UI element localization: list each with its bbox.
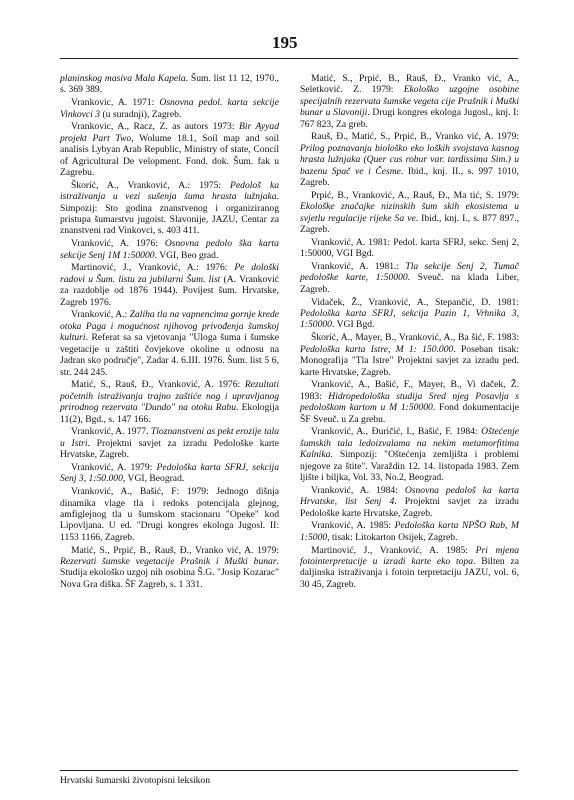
bibliography-column-left xyxy=(60,73,279,592)
entry-title: Rezervati šumske vegetacije Prašnik i Muški bunar xyxy=(60,555,277,567)
bibliography-entry xyxy=(300,545,519,591)
entry-text: . Ekologija 11(2), Bgd., s. 147 166. xyxy=(60,402,279,425)
entry-title: Pedološka karta SFRJ, sekcija Senj 3, 1:50.000 xyxy=(60,461,279,485)
entry-text: . VGI, Beo grad. xyxy=(154,249,219,261)
bibliography-entry xyxy=(300,190,519,236)
entry-title: Hidropedološka studija Sred njeg Posavlja s pedološkom kartom u M 1:50000 xyxy=(300,390,519,414)
entry-title: planinskog masiva Mala Kapela xyxy=(60,73,186,84)
entry-text: Martinović, J., Vranković, A. 1985: xyxy=(311,544,476,556)
entry-text: . Referat sa sa vjetovanja "Uloga šuma i šumske vegetacije u zaštiti čovjekove okoline u odnosu na Jadran sko područje", Zadar 4. 6.III. 1976. Šum. list 5 6, str. 244 245. xyxy=(60,332,279,378)
entry-text: Vrankovic, A., Racz, Z. as autors 1973: xyxy=(71,121,239,133)
entry-text: Škorić, A., Mayer, B., Vranković, A., Ba šić, F. 1983: xyxy=(311,332,519,344)
entry-text: (u suradnji), Zagreb. xyxy=(100,108,182,120)
bibliography-entry xyxy=(60,426,279,460)
bibliography-entry xyxy=(300,261,519,295)
bibliography-entry xyxy=(60,262,279,308)
entry-title: Prilog poznavanju biološko eko loških svojstava kasnog hrasta lužnjaka (Quer cus robur var. tardissima Sim.) u bazenu Spač ve i Česme xyxy=(300,142,519,177)
bibliography-entry xyxy=(60,121,279,178)
entry-text: Matić, S., Prpić, B., Rauš, Đ., Vranko vić, A., Seletković. Z. 1979: xyxy=(300,73,519,96)
entry-title: Pedološka karta NPŠO Rab, M 1:5000 xyxy=(300,520,519,543)
entry-text: Vranković, A., Bašić, F: 1979: Jednogo dišnja dinamika vlage tla i redoks potencijala glejnog, amfiglejnog tla u šumskom stacionaru "Opeke" kod Lipovljana. U ed. "Drugi kongres ekologa Jugosl. II: 1153 1166, Zagreb. xyxy=(60,486,279,543)
entry-text: Škorić, A., Vranković, A.: 1975: xyxy=(71,179,231,191)
bibliography-entry xyxy=(60,180,279,237)
bibliography-entry xyxy=(60,97,279,120)
entry-title: Bir Ayyad projekt Part Two xyxy=(60,121,279,144)
entry-text: . Simpozij: "Oštećenja zemljišta i problemi njegove za štite". Varaždin 12. 14. listopada 1983. Zem ljište i biljka, Vol. 33, No.2, Beograd. xyxy=(300,449,519,483)
bibliography-entry xyxy=(300,73,519,130)
entry-title: Osnovna pedolo ška karta sekcije Senj 1M 1:50000 xyxy=(60,238,279,261)
entry-title: Rezultati početnih istraživanja trajno zaštiće nog i upravljanog prirodnog rezervata "Dundo" na otoku Rabu xyxy=(60,379,279,414)
entry-text: Vranković, A. 1981.: xyxy=(311,261,406,273)
entry-text: . Studija ekološko uzgoj nih osobina Š.G. "Josip Kozarac" Nova Gra diška. ŠF Zagreb, s. 1 331. xyxy=(60,555,279,590)
entry-text: Matić, S., Rauš, Đ., Vranković, A. 1976: xyxy=(71,379,245,391)
bibliography-entry xyxy=(60,309,279,377)
entry-text: Vranković, A.: xyxy=(71,309,130,321)
entry-title: Pedološka karta Istre, M 1: 150.000 xyxy=(300,343,454,355)
entry-title: Pedološka karta SFRJ, sekcija Pazin 1, Vrhnika 3, 1:50000 xyxy=(300,308,519,331)
entry-text: Martinović, J., Vranković, A.: 1976: xyxy=(71,262,235,274)
entry-title: Zaliha tla na vapnencima gornje krede otoka Paga i mogućnost njihovog privođenja šumskoj kulturi xyxy=(60,309,280,344)
entry-title: Tla sekcije Senj 2, Tumač pedološke karte, 1:50000 xyxy=(300,261,519,284)
entry-text: Vranković, A. 1985: xyxy=(311,520,395,532)
bibliography-entry xyxy=(300,332,519,378)
bibliography-entry xyxy=(60,73,279,96)
bibliography-entry xyxy=(60,545,279,591)
entry-text: Vranković, A., Bašić, F., Mayer, B., Vi daček, Ž. 1983: xyxy=(300,379,519,402)
bibliography-entry xyxy=(300,131,519,188)
entry-text: Prpić, B., Vranković, A., Rauš, Đ., Ma tić, S. 1979: xyxy=(311,189,519,201)
header-rule xyxy=(60,58,518,59)
bibliography-entry xyxy=(300,485,519,519)
bibliography-entry xyxy=(60,486,279,543)
entry-title: Pri mjena fotointerpretacije u izradi karte eko topa xyxy=(300,544,520,567)
entry-text: Rauš, Đ., Matić, S., Prpić, B., Vranko vić, A. 1979: xyxy=(311,131,519,143)
entry-text: Vranković, A., Đuričić, I., Bašić, F. 1984: xyxy=(311,426,482,438)
page-number: 195 xyxy=(272,33,298,52)
entry-text: . Projektni savjet za izradu Pedološke karte Hrvatske, Zagreb. xyxy=(60,437,279,461)
entry-text: . Ibid., knj. II., s. 997 1010, Zagreb. xyxy=(300,165,519,189)
bibliography-entry xyxy=(300,520,519,543)
entry-title: Osnovna pedol. karta sekcije Vinkovci 3 xyxy=(60,97,279,120)
entry-text: . VGI Bgd. xyxy=(331,319,375,331)
entry-text: Vranković, A. 1984: xyxy=(311,484,405,496)
bibliography-entry xyxy=(300,379,519,425)
entry-text: . Simpozij: Sto godina znanstvenog i organiziranog pristupa šumarstvu jugoist. Slavonije, JAZU, Centar za znanstveni rad Vinkovci, s. 403 411. xyxy=(60,191,279,237)
entry-title: Ekološko uzgojne osobine specijalnih rezervata šumske vegeta cije Prašnik i Muški bunar u Slavoniji xyxy=(300,84,519,119)
entry-text: . Ibid., knj. I., s. 877 897., Zagreb. xyxy=(300,212,519,236)
entry-text: . Sveuč. na klada Liber, Zagreb. xyxy=(300,272,519,295)
bibliography-entry xyxy=(300,426,519,483)
bibliography-entry xyxy=(300,297,519,331)
entry-text: Vranković, A. 1981: Pedol. karta SFRJ, sekc. Senj 2, 1:50000, VGI Bgd. xyxy=(300,236,519,260)
entry-text: (A. Vranković za razdoblje od 1876 1944). Povijest šum. Hrvatske, Zagreb 1976. xyxy=(60,273,279,308)
entry-title: Pe dološki radovi u Šum. listu za jubilarni Šum. list xyxy=(60,262,280,285)
entry-text: Matić, S., Prpić, B., Rauš, Đ., Vranko vić, A. 1979: xyxy=(71,544,279,556)
entry-text: . Projektni savjet za izradu Pedološke karte Hrvatske, Zagreb. xyxy=(300,496,519,519)
entry-text: Vrankovic, A. 1971: xyxy=(71,97,160,109)
entry-text: Vidaček, Ž., Vranković, A., Stepančić, D. 1981: xyxy=(311,296,519,308)
entry-text: , Wolume 18.1, Soil map and soil analisis Lybyan Arab Republic, Ministry of state, Concil of Agricultural De velopment. Fond. dok. Šum. fak u Zagrebu. xyxy=(60,132,280,179)
entry-text: , VGI, Beograd. xyxy=(122,473,185,485)
entry-title: Oštećenje šumskih tala ledoizvalama na nekim metamorfitima Kalnika xyxy=(300,426,519,461)
bibliography-entry xyxy=(60,462,279,485)
entry-text: . Šum. list 11 12, 1970., s. 369 389. xyxy=(60,73,279,96)
footer-rule xyxy=(60,770,518,771)
entry-text: . Fond dokumentacije ŠF Sveuč. u Za grebu. xyxy=(300,402,519,425)
entry-text: . Drugi kongres ekologa Jugosl., knj. I: 767 823, Za greb. xyxy=(300,107,519,130)
entry-title: Tloznanstveni as pekt erozije tala u Istri xyxy=(60,426,279,449)
entry-text: Vranković, A. 1977. xyxy=(71,426,151,438)
bibliography-entry xyxy=(300,237,519,260)
entry-text: . Poseban tisak: Monografija "Tla Istre" Projektni savjet za izradu ped. karte Hrvatske, Zagreb. xyxy=(300,343,519,378)
entry-title: Osnovna pedološ ka karta Hrvatske, list Senj 4 xyxy=(300,484,519,508)
running-footer: Hrvatski šumarski životopisni leksikon xyxy=(60,775,211,786)
entry-text: Vranković, A. 1976: xyxy=(71,238,165,250)
bibliography-entry xyxy=(60,238,279,261)
bibliography-column-right xyxy=(300,73,519,592)
entry-text: Vranković, A. 1979: xyxy=(71,461,157,473)
entry-text: , tisak: Litokarton Osijek, Zagreb. xyxy=(327,531,458,543)
entry-text: . Bilten za daljinska istraživanja i fotoin terpretaciju JAZU, vol. 6, 30 45, Zagreb. xyxy=(300,555,519,590)
entry-title: Pedološ ka istraživanja u vezi sušenja šuma hrasta lužnjaka xyxy=(60,179,279,203)
bibliography-entry xyxy=(60,379,279,425)
entry-title: Ekološke značajke nizinskih šum skih ekosistema u svjetlu regulacije rijeke Sa ve xyxy=(300,201,519,224)
